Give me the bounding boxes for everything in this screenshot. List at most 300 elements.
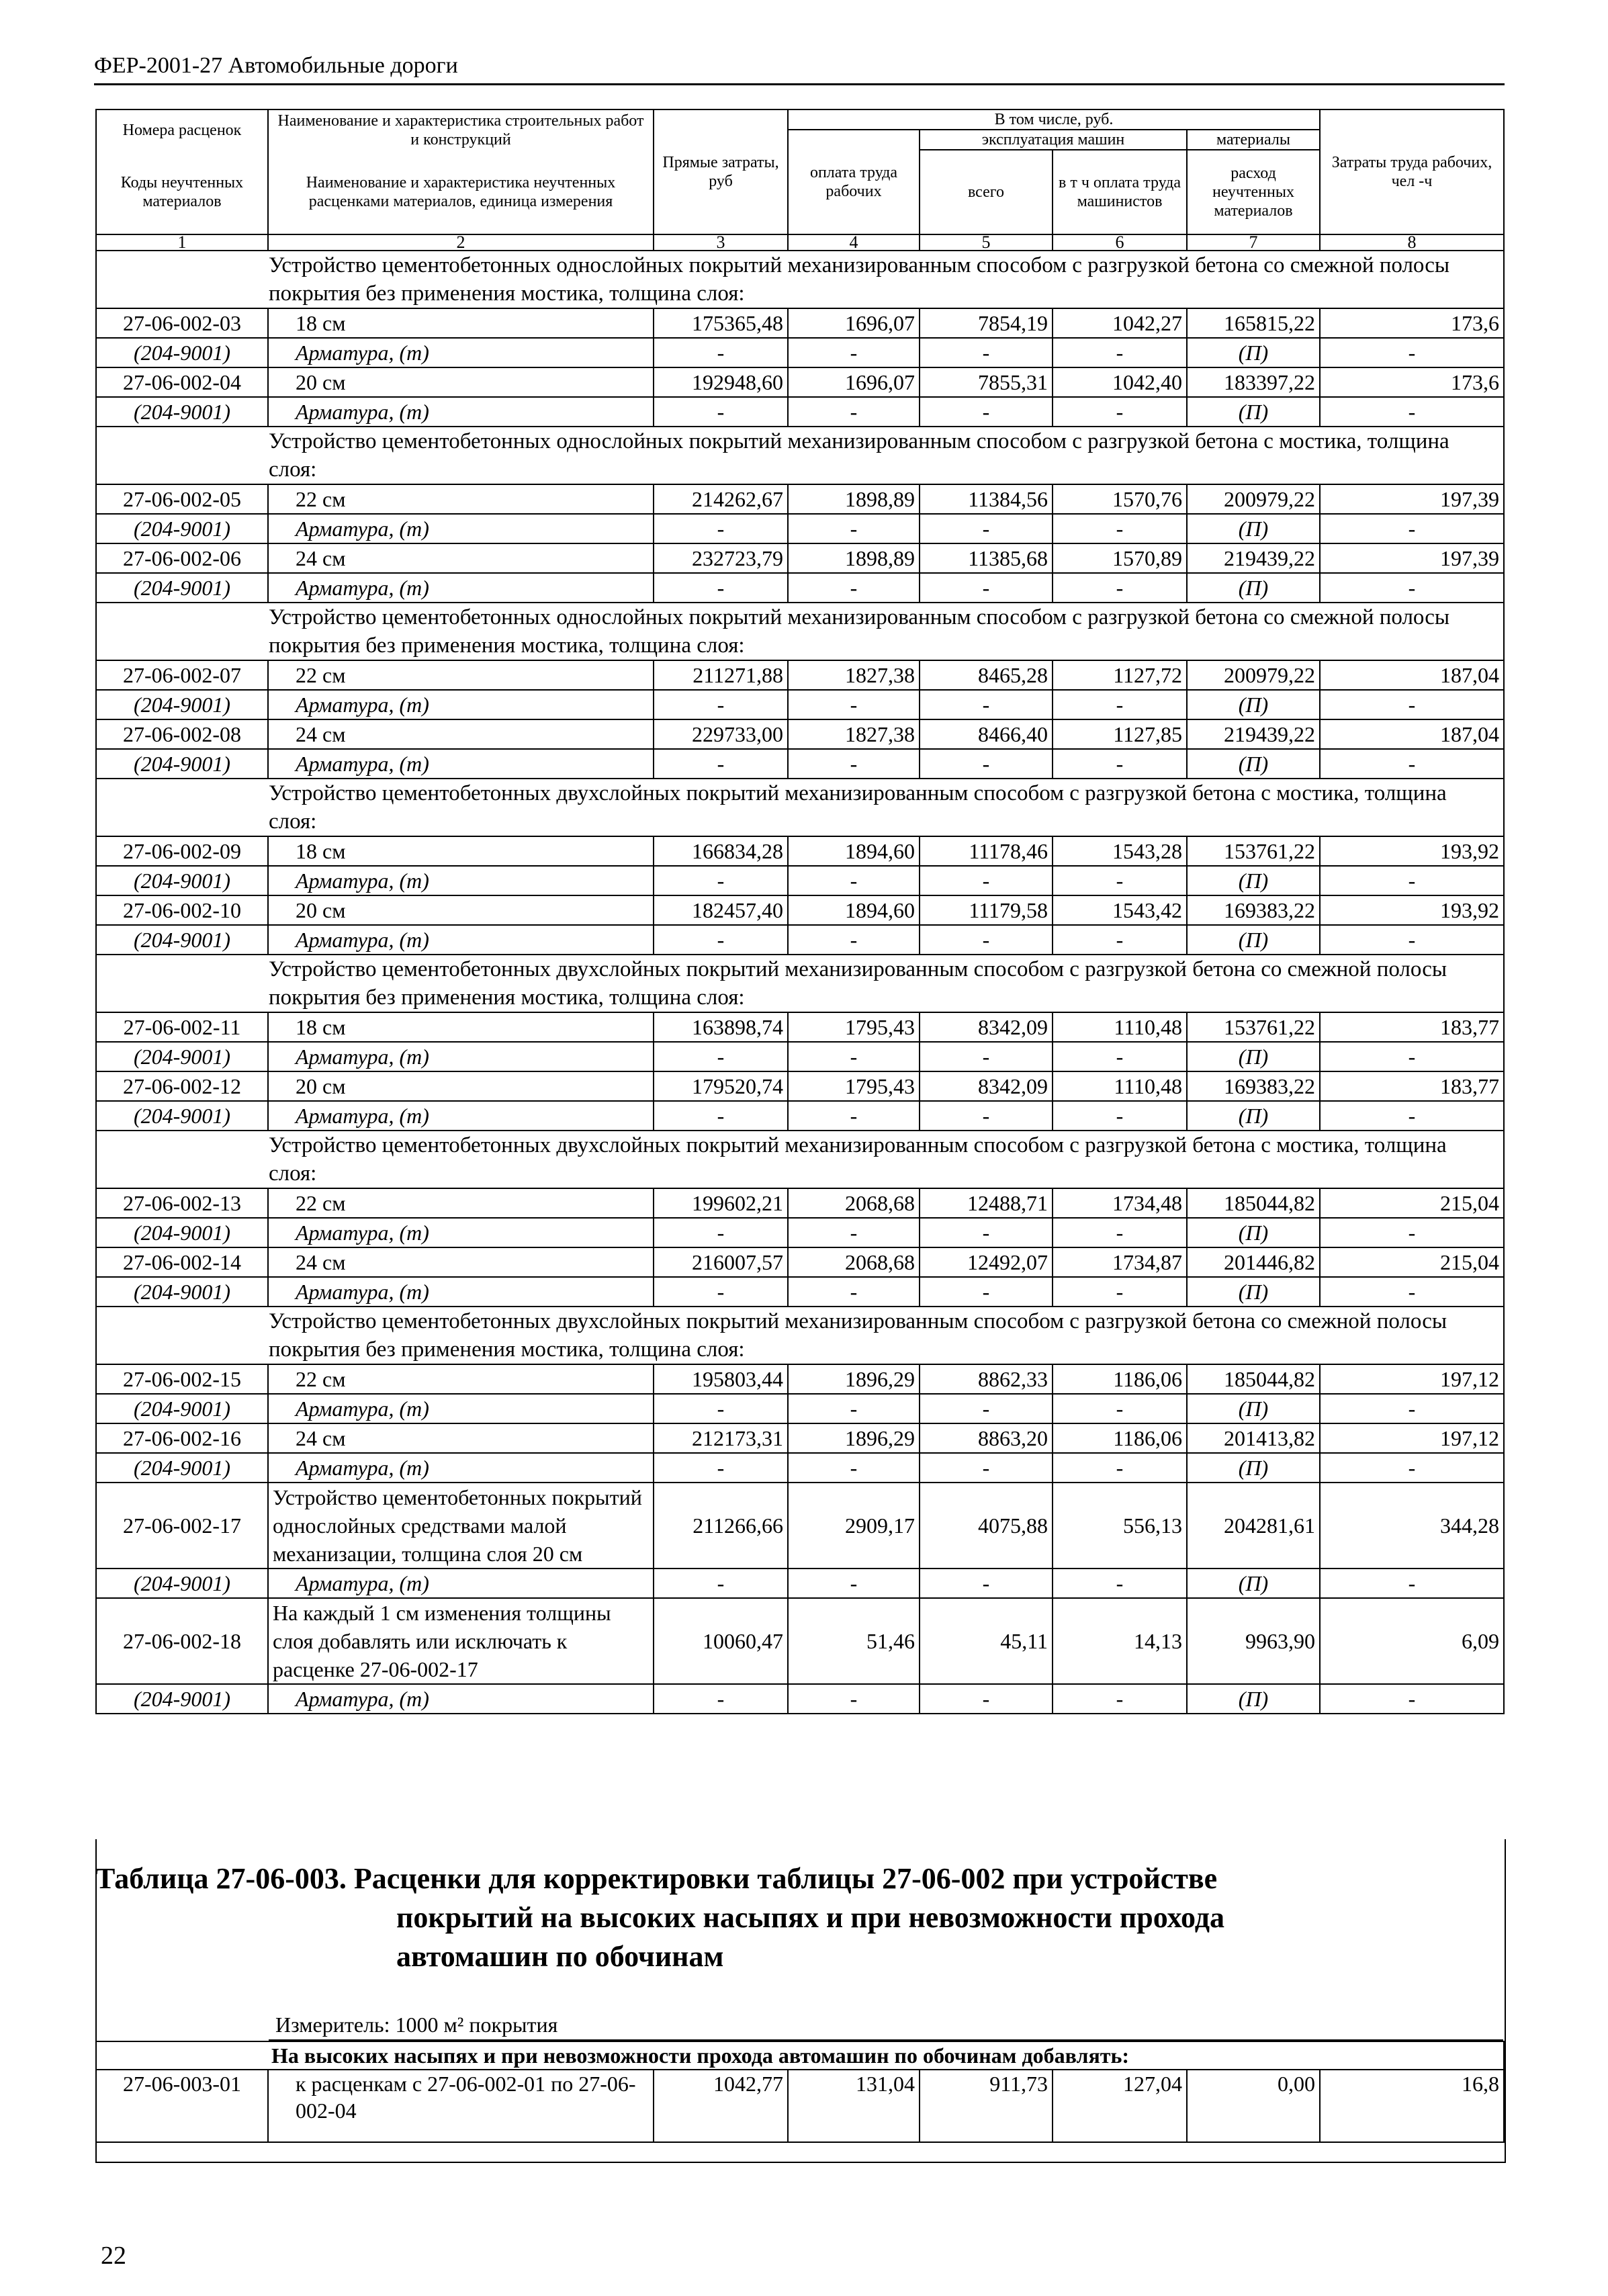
col-machines: эксплуатация машин	[920, 130, 1187, 150]
dash: -	[654, 1277, 788, 1307]
machines-total: 8862,33	[920, 1364, 1053, 1394]
material-code: (204-9001)	[96, 397, 268, 427]
direct-costs: 166834,28	[654, 836, 788, 866]
dash: -	[1320, 1042, 1504, 1071]
rate-name: 22 см	[268, 1364, 654, 1394]
machines-total: 8342,09	[920, 1012, 1053, 1042]
material-row	[96, 690, 1504, 719]
rate-name: 22 см	[268, 484, 654, 514]
rate-name: 24 см	[268, 1247, 654, 1277]
col-labor-pay: оплата труда рабочих	[788, 130, 920, 234]
rate-name: Устройство цементобетонных покрытий однослойных средствами малой механизации, толщина слоя 20 см	[268, 1483, 654, 1569]
rate-row	[96, 1071, 1504, 1101]
rate-row	[96, 1483, 1504, 1569]
table-3-subheading: На высоких насыпях и при невозможности прохода автомашин по обочинам добавлять:	[96, 2041, 1504, 2070]
dash: -	[788, 397, 920, 427]
section-heading-row	[96, 779, 1504, 836]
labor-hours: 193,92	[1320, 895, 1504, 925]
machines-total: 11384,56	[920, 484, 1053, 514]
dash: -	[920, 573, 1053, 603]
dash: -	[1320, 514, 1504, 543]
material-code: (204-9001)	[96, 1453, 268, 1483]
dash: -	[788, 1101, 920, 1131]
material-use: 204281,61	[1187, 1483, 1320, 1569]
section-title: Устройство цементобетонных двухслойных покрытий механизированным способом с разгрузкой бетона с мостика, толщина слоя:	[269, 781, 1447, 834]
material-code: (204-9001)	[96, 1569, 268, 1598]
dash: -	[654, 1684, 788, 1714]
col-material-name: Наименование и характеристика неучтенных расценками материалов, единица измерения	[268, 150, 654, 234]
labor-pay: 1827,38	[788, 660, 920, 690]
section-heading	[96, 779, 1504, 836]
material-row	[96, 1277, 1504, 1307]
dash: -	[1053, 1277, 1187, 1307]
labor-pay: 1898,89	[788, 543, 920, 573]
rate-row	[96, 543, 1504, 573]
dash: -	[1053, 514, 1187, 543]
dash: -	[1053, 1569, 1187, 1598]
col-machinist-pay: в т ч оплата труда машинистов	[1053, 150, 1187, 234]
labor-pay: 1827,38	[788, 719, 920, 749]
dash: -	[1053, 1684, 1187, 1714]
rate-name: 18 см	[268, 308, 654, 338]
dash: -	[788, 749, 920, 779]
machinist-pay: 1734,48	[1053, 1188, 1187, 1218]
dash: -	[920, 1569, 1053, 1598]
material-name: Арматура, (т)	[268, 1569, 654, 1598]
direct-costs: 216007,57	[654, 1247, 788, 1277]
rate-code: 27-06-002-13	[96, 1188, 268, 1218]
dash: -	[1320, 690, 1504, 719]
material-name: Арматура, (т)	[268, 1101, 654, 1131]
rate-code: 27-06-002-12	[96, 1071, 268, 1101]
dash: -	[788, 1218, 920, 1247]
machinist-pay: 1734,87	[1053, 1247, 1187, 1277]
dash: -	[654, 397, 788, 427]
machines-total: 45,11	[920, 1598, 1053, 1684]
material-name: Арматура, (т)	[268, 866, 654, 895]
rate-row	[96, 484, 1504, 514]
labor-pay: 2068,68	[788, 1188, 920, 1218]
material-row	[96, 338, 1504, 367]
dash: -	[1320, 1569, 1504, 1598]
dash: -	[788, 690, 920, 719]
labor-hours: 197,12	[1320, 1423, 1504, 1453]
dash: -	[1320, 573, 1504, 603]
material-code: (204-9001)	[96, 1218, 268, 1247]
material-mark: (П)	[1187, 573, 1320, 603]
material-use: 9963,90	[1187, 1598, 1320, 1684]
dash: -	[788, 1569, 920, 1598]
dash: -	[920, 397, 1053, 427]
material-name: Арматура, (т)	[268, 925, 654, 955]
col-num: 7	[1187, 234, 1320, 251]
section-title: Устройство цементобетонных двухслойных покрытий механизированным способом с разгрузкой бетона со смежной полосы покрытия без применения мостика, толщина слоя:	[269, 957, 1447, 1010]
rate-code: 27-06-002-04	[96, 367, 268, 397]
labor-pay: 131,04	[788, 2070, 920, 2142]
dash: -	[920, 1042, 1053, 1071]
material-use: 169383,22	[1187, 1071, 1320, 1101]
dash: -	[788, 573, 920, 603]
machines-total: 8863,20	[920, 1423, 1053, 1453]
material-use: 185044,82	[1187, 1364, 1320, 1394]
dash: -	[654, 690, 788, 719]
labor-hours: 215,04	[1320, 1247, 1504, 1277]
col-rate-number: Номера расценок	[96, 109, 268, 150]
machinist-pay: 1110,48	[1053, 1071, 1187, 1101]
labor-hours: 197,12	[1320, 1364, 1504, 1394]
dash: -	[788, 514, 920, 543]
material-row	[96, 514, 1504, 543]
section-heading-row	[96, 955, 1504, 1012]
labor-pay: 1894,60	[788, 836, 920, 866]
rate-code: 27-06-002-17	[96, 1483, 268, 1569]
section-heading	[96, 603, 1504, 660]
direct-costs: 182457,40	[654, 895, 788, 925]
machinist-pay: 1042,27	[1053, 308, 1187, 338]
material-name: Арматура, (т)	[268, 690, 654, 719]
material-mark: (П)	[1187, 925, 1320, 955]
machinist-pay: 1127,72	[1053, 660, 1187, 690]
material-use: 153761,22	[1187, 836, 1320, 866]
material-mark: (П)	[1187, 749, 1320, 779]
material-name: Арматура, (т)	[268, 397, 654, 427]
col-num: 2	[268, 234, 654, 251]
rate-name: 20 см	[268, 367, 654, 397]
dash: -	[1320, 1684, 1504, 1714]
machines-total: 4075,88	[920, 1483, 1053, 1569]
labor-hours: 183,77	[1320, 1071, 1504, 1101]
labor-pay: 1696,07	[788, 308, 920, 338]
material-code: (204-9001)	[96, 690, 268, 719]
dash: -	[788, 1453, 920, 1483]
machines-total: 7854,19	[920, 308, 1053, 338]
rate-name: 18 см	[268, 836, 654, 866]
machines-total: 8342,09	[920, 1071, 1053, 1101]
material-mark: (П)	[1187, 397, 1320, 427]
rate-row	[96, 1012, 1504, 1042]
material-row	[96, 397, 1504, 427]
material-mark: (П)	[1187, 1684, 1320, 1714]
machinist-pay: 1186,06	[1053, 1423, 1187, 1453]
labor-hours: 344,28	[1320, 1483, 1504, 1569]
dash: -	[920, 1218, 1053, 1247]
material-row	[96, 1394, 1504, 1423]
machines-total: 7855,31	[920, 367, 1053, 397]
dash: -	[920, 338, 1053, 367]
dash: -	[1053, 690, 1187, 719]
labor-pay: 51,46	[788, 1598, 920, 1684]
dash: -	[1320, 397, 1504, 427]
material-code: (204-9001)	[96, 573, 268, 603]
labor-hours: 6,09	[1320, 1598, 1504, 1684]
labor-hours: 16,8	[1320, 2070, 1504, 2142]
col-labor-hours: Затраты труда рабочих, чел -ч	[1320, 109, 1504, 234]
dash: -	[920, 1684, 1053, 1714]
direct-costs: 232723,79	[654, 543, 788, 573]
material-mark: (П)	[1187, 1218, 1320, 1247]
rate-row	[96, 1247, 1504, 1277]
labor-pay: 1696,07	[788, 367, 920, 397]
table-3	[95, 2041, 1505, 2143]
labor-pay: 2909,17	[788, 1483, 920, 1569]
material-mark: (П)	[1187, 866, 1320, 895]
material-use: 165815,22	[1187, 308, 1320, 338]
section-title: Устройство цементобетонных однослойных покрытий механизированным способом с разгрузкой бетона со смежной полосы покрытия без применения мостика, толщина слоя:	[269, 605, 1450, 658]
rate-code: 27-06-002-10	[96, 895, 268, 925]
labor-hours: 215,04	[1320, 1188, 1504, 1218]
rate-row	[96, 308, 1504, 338]
dash: -	[1053, 573, 1187, 603]
dash: -	[654, 1101, 788, 1131]
dash: -	[920, 1277, 1053, 1307]
dash: -	[1053, 397, 1187, 427]
labor-pay: 1894,60	[788, 895, 920, 925]
dash: -	[654, 925, 788, 955]
dash: -	[1053, 925, 1187, 955]
dash: -	[1053, 749, 1187, 779]
material-use: 201413,82	[1187, 1423, 1320, 1453]
rate-row	[96, 719, 1504, 749]
dash: -	[1053, 1042, 1187, 1071]
machinist-pay: 1110,48	[1053, 1012, 1187, 1042]
dash: -	[654, 573, 788, 603]
material-name: Арматура, (т)	[268, 1684, 654, 1714]
rate-code: 27-06-002-18	[96, 1598, 268, 1684]
measurement-unit: Измеритель: 1000 м² покрытия	[275, 2013, 558, 2037]
direct-costs: 211271,88	[654, 660, 788, 690]
rate-row	[96, 895, 1504, 925]
rate-row	[96, 367, 1504, 397]
machinist-pay: 1042,40	[1053, 367, 1187, 397]
rate-name: На каждый 1 см изменения толщины слоя добавлять или исключать к расценке 27-06-002-17	[268, 1598, 654, 1684]
header-rule	[94, 83, 1505, 85]
material-use: 201446,82	[1187, 1247, 1320, 1277]
material-mark: (П)	[1187, 1042, 1320, 1071]
rate-code: 27-06-002-08	[96, 719, 268, 749]
table-3-subheading-row	[96, 2041, 1504, 2070]
material-name: Арматура, (т)	[268, 749, 654, 779]
dash: -	[1320, 1394, 1504, 1423]
material-name: Арматура, (т)	[268, 1218, 654, 1247]
machines-total: 8466,40	[920, 719, 1053, 749]
dash: -	[788, 338, 920, 367]
labor-hours: 197,39	[1320, 543, 1504, 573]
material-code: (204-9001)	[96, 1101, 268, 1131]
rate-code: 27-06-002-15	[96, 1364, 268, 1394]
section-title: Устройство цементобетонных однослойных покрытий механизированным способом с разгрузкой бетона с мостика, толщина слоя:	[269, 429, 1449, 482]
material-code: (204-9001)	[96, 1042, 268, 1071]
col-material-code: Коды неучтенных материалов	[96, 150, 268, 234]
dash: -	[788, 925, 920, 955]
rate-row	[96, 1188, 1504, 1218]
page-number: 22	[101, 2242, 126, 2270]
col-num: 8	[1320, 234, 1504, 251]
dash: -	[920, 690, 1053, 719]
rate-code: 27-06-002-03	[96, 308, 268, 338]
dash: -	[920, 925, 1053, 955]
material-row	[96, 573, 1504, 603]
dash: -	[1053, 1101, 1187, 1131]
rate-name: 22 см	[268, 1188, 654, 1218]
direct-costs: 195803,44	[654, 1364, 788, 1394]
material-row	[96, 1218, 1504, 1247]
material-code: (204-9001)	[96, 866, 268, 895]
labor-pay: 1795,43	[788, 1012, 920, 1042]
direct-costs: 229733,00	[654, 719, 788, 749]
table-3-title-line-3: автомашин по обочинам	[396, 1940, 724, 1973]
direct-costs: 192948,60	[654, 367, 788, 397]
material-name: Арматура, (т)	[268, 1394, 654, 1423]
col-num: 3	[654, 234, 788, 251]
dash: -	[1320, 1218, 1504, 1247]
labor-hours: 187,04	[1320, 660, 1504, 690]
material-mark: (П)	[1187, 1453, 1320, 1483]
direct-costs: 212173,31	[654, 1423, 788, 1453]
material-row	[96, 1453, 1504, 1483]
material-name: Арматура, (т)	[268, 514, 654, 543]
machines-total: 12492,07	[920, 1247, 1053, 1277]
material-use: 200979,22	[1187, 484, 1320, 514]
rate-row	[96, 836, 1504, 866]
col-materials: материалы	[1187, 130, 1320, 150]
material-use: 219439,22	[1187, 719, 1320, 749]
dash: -	[1320, 925, 1504, 955]
material-row	[96, 1569, 1504, 1598]
section-heading-row	[96, 251, 1504, 308]
material-mark: (П)	[1187, 1101, 1320, 1131]
direct-costs: 175365,48	[654, 308, 788, 338]
dash: -	[1320, 1277, 1504, 1307]
material-code: (204-9001)	[96, 1684, 268, 1714]
rate-name: к расценкам с 27-06-002-01 по 27-06-002-04	[268, 2070, 654, 2142]
rate-row	[96, 1423, 1504, 1453]
labor-hours: 173,6	[1320, 367, 1504, 397]
machinist-pay: 1186,06	[1053, 1364, 1187, 1394]
dash: -	[920, 1394, 1053, 1423]
section-heading	[96, 955, 1504, 1012]
labor-hours: 193,92	[1320, 836, 1504, 866]
section-heading-row	[96, 603, 1504, 660]
dash: -	[654, 749, 788, 779]
dash: -	[654, 866, 788, 895]
machinist-pay: 127,04	[1053, 2070, 1187, 2142]
dash: -	[1053, 1453, 1187, 1483]
col-material-use: расход неучтенных материалов	[1187, 150, 1320, 234]
direct-costs: 10060,47	[654, 1598, 788, 1684]
material-code: (204-9001)	[96, 514, 268, 543]
material-mark: (П)	[1187, 1277, 1320, 1307]
labor-hours: 187,04	[1320, 719, 1504, 749]
running-header: ФЕР-2001-27 Автомобильные дороги	[94, 53, 458, 78]
col-incl: В том числе, руб.	[788, 109, 1320, 130]
dash: -	[1053, 1394, 1187, 1423]
section-title: Устройство цементобетонных однослойных покрытий механизированным способом с разгрузкой бетона со смежной полосы покрытия без применения мостика, толщина слоя:	[269, 253, 1450, 306]
col-num: 6	[1053, 234, 1187, 251]
rate-code: 27-06-003-01	[96, 2070, 268, 2142]
rate-name: 20 см	[268, 1071, 654, 1101]
rate-name: 24 см	[268, 543, 654, 573]
col-work-name: Наименование и характеристика строительных работ и конструкций	[268, 109, 654, 150]
dash: -	[1320, 338, 1504, 367]
material-use: 185044,82	[1187, 1188, 1320, 1218]
material-name: Арматура, (т)	[268, 338, 654, 367]
material-mark: (П)	[1187, 1394, 1320, 1423]
machines-total: 11178,46	[920, 836, 1053, 866]
dash: -	[1320, 749, 1504, 779]
column-numbers-row	[96, 234, 1504, 251]
col-num: 4	[788, 234, 920, 251]
labor-pay: 1896,29	[788, 1364, 920, 1394]
rate-code: 27-06-002-05	[96, 484, 268, 514]
rate-row	[96, 1364, 1504, 1394]
rate-code: 27-06-002-06	[96, 543, 268, 573]
machinist-pay: 1570,76	[1053, 484, 1187, 514]
machinist-pay: 556,13	[1053, 1483, 1187, 1569]
machinist-pay: 1543,42	[1053, 895, 1187, 925]
direct-costs: 163898,74	[654, 1012, 788, 1042]
dash: -	[920, 1101, 1053, 1131]
labor-pay: 2068,68	[788, 1247, 920, 1277]
dash: -	[920, 1453, 1053, 1483]
col-machines-total: всего	[920, 150, 1053, 234]
material-mark: (П)	[1187, 338, 1320, 367]
dash: -	[1320, 1101, 1504, 1131]
material-mark: (П)	[1187, 690, 1320, 719]
machinist-pay: 1543,28	[1053, 836, 1187, 866]
rate-code: 27-06-002-07	[96, 660, 268, 690]
material-row	[96, 1684, 1504, 1714]
material-mark: (П)	[1187, 514, 1320, 543]
col-num: 5	[920, 234, 1053, 251]
dash: -	[1320, 866, 1504, 895]
section-heading-row	[96, 1307, 1504, 1364]
rate-code: 27-06-002-11	[96, 1012, 268, 1042]
material-row	[96, 1101, 1504, 1131]
direct-costs: 211266,66	[654, 1483, 788, 1569]
material-row	[96, 925, 1504, 955]
material-name: Арматура, (т)	[268, 573, 654, 603]
dash: -	[654, 1569, 788, 1598]
section-heading	[96, 427, 1504, 484]
section-heading-row	[96, 1131, 1504, 1188]
direct-costs: 179520,74	[654, 1071, 788, 1101]
dash: -	[1053, 866, 1187, 895]
col-direct-costs: Прямые затраты, руб	[654, 109, 788, 234]
rates-table	[95, 109, 1505, 1714]
material-use: 219439,22	[1187, 543, 1320, 573]
direct-costs: 214262,67	[654, 484, 788, 514]
rate-name: 18 см	[268, 1012, 654, 1042]
machines-total: 8465,28	[920, 660, 1053, 690]
dash: -	[788, 866, 920, 895]
material-name: Арматура, (т)	[268, 1453, 654, 1483]
table-3-title-line-1: Таблица 27-06-003. Расценки для корректировки таблицы 27-06-002 при устройстве	[95, 1862, 1218, 1895]
rate-name: 24 см	[268, 719, 654, 749]
material-use: 0,00	[1187, 2070, 1320, 2142]
section-heading	[96, 1307, 1504, 1364]
dash: -	[920, 514, 1053, 543]
material-use: 169383,22	[1187, 895, 1320, 925]
table-3-row	[96, 2070, 1504, 2142]
dash: -	[788, 1394, 920, 1423]
labor-hours: 197,39	[1320, 484, 1504, 514]
labor-pay: 1896,29	[788, 1423, 920, 1453]
labor-hours: 173,6	[1320, 308, 1504, 338]
section-heading	[96, 1131, 1504, 1188]
material-name: Арматура, (т)	[268, 1042, 654, 1071]
dash: -	[788, 1684, 920, 1714]
labor-pay: 1795,43	[788, 1071, 920, 1101]
